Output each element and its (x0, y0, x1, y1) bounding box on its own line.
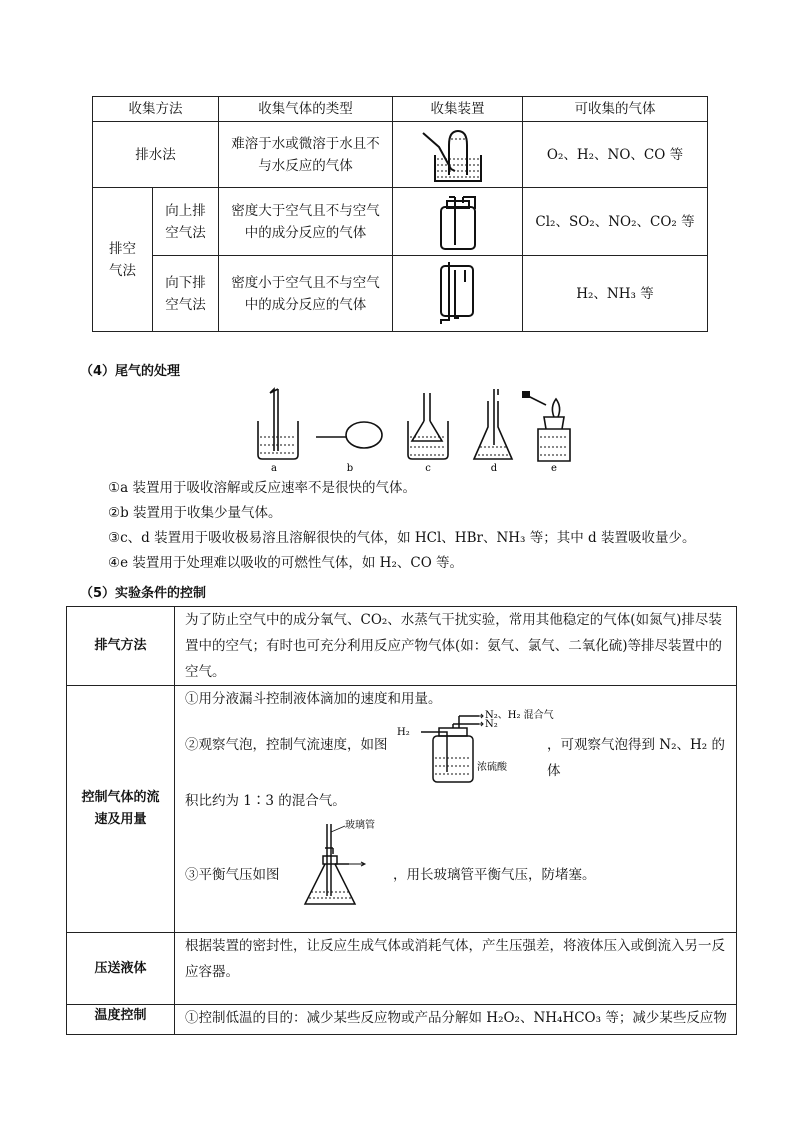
water-method: 排水法 (93, 122, 219, 188)
gas-collection-table (92, 96, 708, 332)
fig1-mix-label: N₂、H₂ 混合气 (485, 710, 554, 721)
flow-item-3-after: ，用长玻璃管平衡气压，防堵塞。 (393, 867, 596, 883)
fig2-tube-label: 玻璃管 (345, 820, 375, 831)
fig1-h2-label: H₂ (397, 727, 410, 738)
gas-washing-bottle-diagram (395, 708, 554, 784)
fig-label-b: b (346, 463, 354, 474)
row-exhaust-text: 为了防止空气中的成分氧气、CO₂、水蒸气干扰实验，常用其他稳定的气体(如氮气)排尽装置中的空气；有时也可充分利用反应产物气体(如：氨气、氯气、二氧化硫)等排尽装置中的空气。 (175, 607, 737, 686)
air-method: 排空气法 (93, 188, 153, 332)
tail-note-3: ③c、d 装置用于吸收极易溶且溶解很快的气体，如 HCl、HBr、NH₃ 等；其中 d 装置吸收量少。 (108, 530, 696, 546)
conditions-heading: （5）实验条件的控制 (80, 586, 207, 601)
air-up-apparatus (393, 188, 523, 256)
conditions-table (66, 606, 737, 1035)
flow-item-2-after: ，可观察气泡得到 N₂、H₂ 的体 (547, 737, 725, 779)
water-apparatus (393, 122, 523, 188)
tail-gas-heading: （4）尾气的处理 (80, 364, 181, 379)
downward-air-displacement-diagram (393, 258, 523, 330)
flow-item-2-before: ②观察气泡，控制气流速度，如图 (185, 737, 388, 753)
water-gases: O₂、H₂、NO、CO 等 (523, 122, 708, 188)
row-exhaust-label: 排气方法 (67, 607, 175, 686)
row-flow-content (175, 686, 737, 933)
flow-item-2-cont: 积比约为 1∶3 的混合气。 (185, 793, 346, 809)
air-up-type: 密度大于空气且不与空气中的成分反应的气体 (219, 188, 393, 256)
fig-label-a: a (271, 463, 277, 474)
tail-note-1: ①a 装置用于吸收溶解或反应速率不是很快的气体。 (108, 480, 416, 496)
air-down-type: 密度小于空气且不与空气中的成分反应的气体 (219, 256, 393, 332)
row-flow-label: 控制气体的流速及用量 (67, 686, 175, 933)
air-down-apparatus (393, 256, 523, 332)
row-temp-label: 温度控制 (67, 1005, 175, 1035)
row-press-label: 压送液体 (67, 933, 175, 1005)
water-displacement-diagram (393, 123, 523, 187)
air-up-gases: Cl₂、SO₂、NO₂、CO₂ 等 (523, 188, 708, 256)
flow-item-3-before: ③平衡气压如图 (185, 867, 280, 883)
header-gases: 可收集的气体 (523, 97, 708, 122)
row-temp-text: ①控制低温的目的：减少某些反应物或产品分解如 H₂O₂、NH₄HCO₃ 等；减少某些反应物 (175, 1005, 737, 1035)
upward-air-displacement-diagram (393, 189, 523, 255)
header-type: 收集气体的类型 (219, 97, 393, 122)
fig-label-e: e (551, 463, 557, 474)
fig1-n2-label: N₂ (485, 719, 498, 730)
header-apparatus: 收集装置 (393, 97, 523, 122)
fig1-acid-label: 浓硫酸 (477, 762, 507, 773)
row-press-text: 根据装置的密封性，让反应生成气体或消耗气体，产生压强差，将液体压入或倒流入另一反应容器。 (175, 933, 737, 1005)
tail-note-2: ②b 装置用于收集少量气体。 (108, 505, 282, 521)
fig-label-d: d (490, 463, 498, 474)
header-method: 收集方法 (93, 97, 219, 122)
fig-label-c: c (425, 463, 431, 474)
air-down-gases: H₂、NH₃ 等 (523, 256, 708, 332)
water-type: 难溶于水或微溶于水且不与水反应的气体 (219, 122, 393, 188)
flow-item-1: ①用分液漏斗控制液体滴加的速度和用量。 (185, 691, 442, 707)
air-up-sub: 向上排空气法 (153, 188, 219, 256)
tail-gas-figure (250, 385, 580, 473)
tail-note-4: ④e 装置用于处理难以吸收的可燃性气体，如 H₂、CO 等。 (108, 555, 464, 571)
air-down-sub: 向下排空气法 (153, 256, 219, 332)
